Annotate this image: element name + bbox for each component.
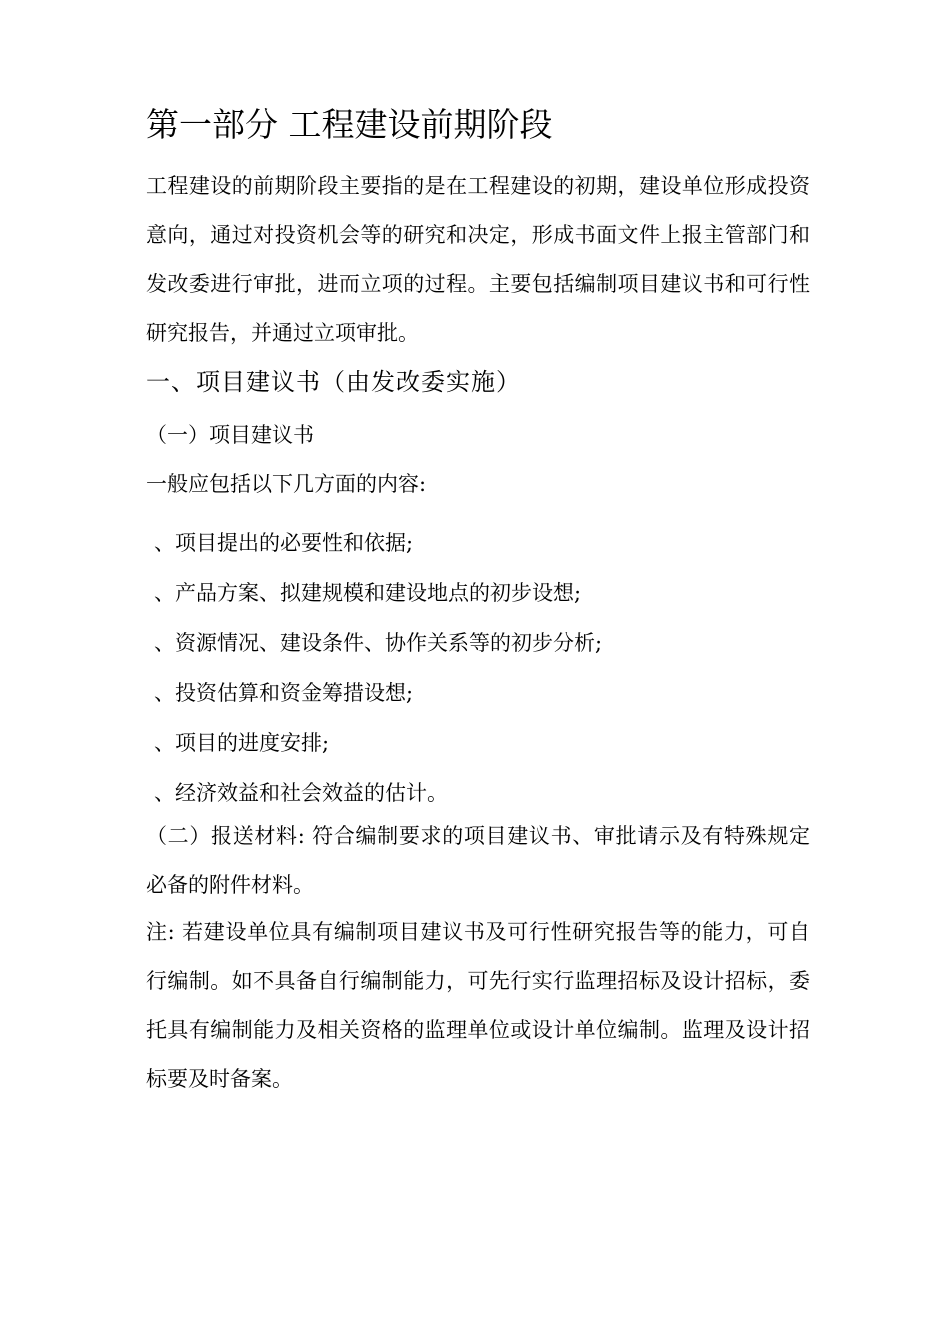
note-paragraph: 注: 若建设单位具有编制项目建议书及可行性研究报告等的能力，可自行编制。如不具备自行编制能力，可先行实行监理招标及设计招标，委托具有编制能力及相关资格的监理单位或设计单位编制。监理及设计招标要及时备案。 (146, 920, 810, 1091)
list-lead-text: 一般应包括以下几方面的内容: (146, 472, 427, 496)
subsection-heading-project-proposal: （一）项目建议书 (146, 423, 314, 447)
content-item-list (146, 518, 602, 818)
list-item: 、经济效益和社会效益的估计。 (154, 781, 448, 805)
subsection-submission-materials: （二）报送材料: 符合编制要求的项目建议书、审批请示及有特殊规定必备的附件材料。 (146, 824, 810, 897)
list-item: 、投资估算和资金筹措设想; (154, 681, 414, 705)
intro-paragraph: 工程建设的前期阶段主要指的是在工程建设的初期，建设单位形成投资意向，通过对投资机会等的研究和决定，形成书面文件上报主管部门和发改委进行审批，进而立项的过程。主要包括编制项目建议书和可行性研究报告，并通过立项审批。 (146, 174, 810, 345)
list-item: 、资源情况、建设条件、协作关系等的初步分析; (154, 631, 603, 655)
section-heading-project-proposal: 一、项目建议书（由发改委实施） (146, 368, 521, 396)
list-item: 、项目的进度安排; (154, 731, 330, 755)
page-title: 第一部分 工程建设前期阶段 (146, 105, 553, 144)
list-item: 、项目提出的必要性和依据; (154, 531, 414, 555)
list-item: 、产品方案、拟建规模和建设地点的初步设想; (154, 581, 582, 605)
